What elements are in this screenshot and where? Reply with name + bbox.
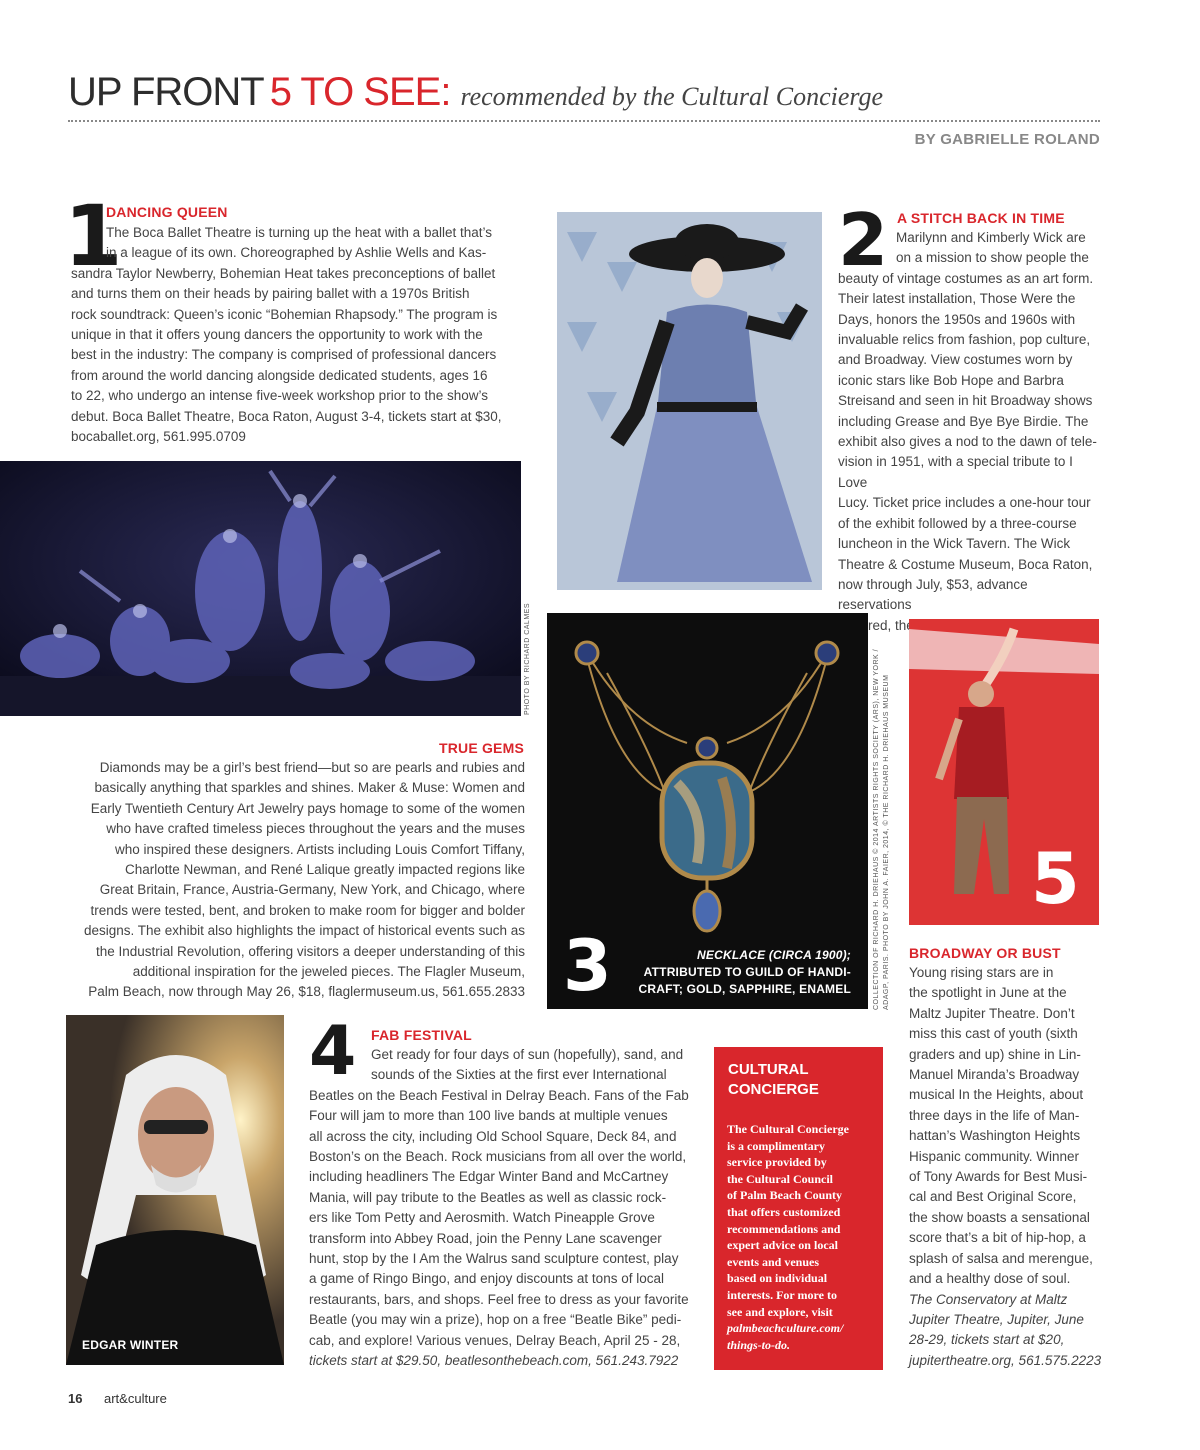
item1-line: unique in that it offers young dancers the opportunity to work with the [71,327,483,343]
item4-line: hunt, stop by the I Am the Walrus sand sculpture contest, play [309,1251,679,1267]
concierge-line: see and explore, visit [727,1304,833,1319]
item5-line: Hispanic community. Winner [909,1148,1080,1164]
item5-line: the spotlight in June at the [909,985,1067,1001]
item4-line: transform into Abbey Road, join the Penny Lane scavenger [309,1230,662,1246]
item5-line: the show boasts a sensational [909,1209,1090,1225]
concierge-line: based on individual [727,1271,828,1286]
item5-line: Manuel Miranda’s Broadway [909,1067,1080,1083]
item2-line: luncheon in the Wick Tavern. The Wick [838,536,1071,552]
item3-line: Great Britain, France, Austria-Germany, New York, and Chicago, where [99,882,525,898]
item5-body [909,963,1109,1371]
item2-line: and Broadway. View costumes worn by [838,352,1073,368]
item3-line: designs. The exhibit also highlights the impact of historical events such as [84,923,525,939]
necklace-photo [547,613,868,1009]
item5-line: musical In the Heights, about [909,1087,1084,1103]
concierge-title-line: CULTURAL [728,1061,809,1078]
concierge-link[interactable]: palmbeachculture.com/ [727,1321,844,1336]
item1-line: from around the world dancing alongside dedicated students, ages 16 [71,367,488,383]
item2-line: of the exhibit followed by a three-course [838,515,1077,531]
item1-line: sandra Taylor Newberry, Bohemian Heat takes preconceptions of ballet [71,265,496,281]
concierge-link[interactable]: things-to-do. [727,1337,791,1352]
item2-line: invaluable relics from fashion, pop culture, [838,332,1091,348]
item5-number: 5 [1031,838,1080,920]
concierge-line: interests. For more to [727,1287,837,1302]
item1-line: to 22, who undergo an intense five-week workshop prior to the show’s [71,388,488,404]
item2-body [838,228,1103,636]
item5-line: graders and up) shine in Lin- [909,1046,1081,1062]
item1-line: in a league of its own. Choreographed by Ashlie Wells and Kas- [106,245,487,261]
item2-number: 2 [838,198,889,282]
item4-title: FAB FESTIVAL [371,1027,472,1043]
item5-line: The Conservatory at Maltz [909,1291,1068,1307]
item4-line: Boston’s on the Beach. Rock musicians from all over the world, [309,1149,687,1165]
byline: BY GABRIELLE ROLAND [914,131,1100,148]
dance-photo-credit: PHOTO BY RICHARD CALMES [524,603,531,715]
item2-line: now through July, $53, advance reservations [838,576,1028,613]
item3-line: who have crafted timeless pieces throughout the years and the muses [106,821,525,837]
necklace-credit-1: COLLECTION OF RICHARD H. DRIEHAUS © 2014 ARTISTS RIGHTS SOCIETY (ARS), NEW YORK / [873,648,880,1010]
item1-line: rock soundtrack: Queen’s iconic “Bohemian Rhapsody.” The program is [71,306,498,322]
header-up-front: UP FRONT [68,70,264,114]
necklace-caption [639,947,851,998]
item1-line: bocaballet.org, 561.995.0709 [71,429,246,445]
necklace-caption-line: ATTRIBUTED TO GUILD OF HANDI- [643,965,851,979]
item4-line: Get ready for four days of sun (hopefully), sand, and [371,1047,684,1062]
concierge-line: The Cultural Concierge [727,1122,849,1136]
header-divider [68,120,1100,122]
item3-line: additional inspiration for the jeweled pieces. The Flagler Museum, [132,964,525,980]
item4-line: including headliners The Edgar Winter Band and McCartney [309,1169,669,1185]
concierge-title-line: CONCIERGE [728,1081,819,1098]
item3-line: basically anything that sparkles and shines. Maker & Muse: Women and [94,780,525,796]
item1-title: DANCING QUEEN [106,204,228,220]
item4-line: Beatles on the Beach Festival in Delray Beach. Fans of the Fab [309,1087,689,1103]
item4-body [309,1045,699,1372]
cultural-concierge-box [714,1047,883,1370]
item3-title: TRUE GEMS [438,740,524,756]
necklace-credit-2: ADAGP, PARIS. PHOTO BY JOHN A. FAIER, 2014, © THE RICHARD H. DRIEHAUS MUSEUM [883,674,890,1010]
header-five-to-see: 5 TO SEE: [269,70,451,114]
item5-line: score that’s a bit of hip-hop, a [909,1230,1086,1246]
item2-line: Theatre & Costume Museum, Boca Raton, [838,556,1093,572]
item5-line: of Tony Awards for Best Musi- [909,1169,1088,1185]
item2-line: Marilynn and Kimberly Wick are [896,230,1086,245]
item2-line: including Grease and Bye Bye Birdie. The [838,413,1089,429]
item3-line: the Industrial Revolution, offering visitors a deeper understanding of this [95,943,525,959]
item4-line: Four will jam to more than 100 live bands at multiple venues [309,1108,668,1124]
item5-line: cal and Best Original Score, [909,1189,1077,1205]
footer-section: art&culture [104,1391,167,1406]
concierge-line: expert advice on local [727,1238,838,1253]
concierge-line: service provided by [727,1155,827,1170]
item5-line: miss this cast of youth (sixth [909,1026,1078,1042]
concierge-title [728,1060,819,1100]
item4-line: all across the city, including Old School Square, Deck 84, and [309,1128,677,1144]
item2-line: Streisand and seen in hit Broadway shows [838,393,1093,409]
item3-body [60,758,525,1003]
item5-line: three days in the life of Man- [909,1107,1080,1123]
concierge-line: recommendations and [727,1221,841,1236]
item4-line: a game of Ringo Bingo, and enjoy discounts at tons of local [309,1271,664,1287]
item5-line: jupitertheatre.org, 561.575.2223 [909,1352,1102,1368]
item2-line: Their latest installation, Those Were the [838,291,1076,307]
concierge-line: events and venues [727,1254,820,1269]
item2-line: Days, honors the 1950s and 1960s with [838,311,1076,327]
item3-line: Diamonds may be a girl’s best friend—but so are pearls and rubies and [99,760,525,775]
edgar-winter-caption: EDGAR WINTER [82,1338,179,1352]
page-header [68,70,883,115]
item4-line: restaurants, bars, and shops. Feel free to dress as your favorite [309,1291,689,1307]
item3-line: Palm Beach, now through May 26, $18, flaglermuseum.us, 561.655.2833 [88,984,525,1000]
page-number: 16 [68,1391,83,1406]
concierge-line: of Palm Beach County [727,1188,842,1203]
item1-body [71,223,526,447]
dance-photo [0,461,521,716]
item5-line: Maltz Jupiter Theatre. Don’t [909,1005,1075,1021]
necklace-caption-line: NECKLACE (CIRCA 1900); [697,948,851,962]
item4-line: cab, and explore! Various venues, Delray Beach, April 25 - 28, [309,1332,681,1348]
edgar-winter-photo [66,1015,284,1365]
item1-line: best in the industry: The company is comprised of professional dancers [71,347,497,363]
item5-line: Young rising stars are in [909,965,1054,980]
item3-line: Early Twentieth Century Art Jewelry pays homage to some of the women [90,800,525,816]
concierge-line: the Cultural Council [727,1171,834,1186]
item4-line: ers like Tom Petty and Aerosmith. Watch Pineapple Grove [309,1210,655,1226]
concierge-line: that offers customized [727,1204,841,1219]
item5-line: hattan’s Washington Heights [909,1128,1081,1144]
item2-line: Lucy. Ticket price includes a one-hour tour [838,495,1091,511]
item1-number: 1 [64,187,123,285]
item5-line: splash of salsa and merengue, [909,1250,1093,1266]
item5-line: 28-29, tickets start at $20, [909,1332,1065,1348]
item4-line: tickets start at $29.50, beatlesonthebeach.com, 561.243.7922 [309,1353,679,1369]
item2-line: on a mission to show people the [896,250,1089,266]
concierge-body [727,1121,849,1353]
item3-line: trends were tested, bent, and broken to make room for bigger and bolder [90,902,525,918]
item1-line: debut. Boca Ballet Theatre, Boca Raton, August 3-4, tickets start at $30, [71,408,502,424]
header-subtitle: recommended by the Cultural Concierge [460,82,884,111]
item5-line: and a healthy dose of soul. [909,1271,1071,1287]
item1-line: and turns them on their heads by pairing ballet with a 1970s British [71,286,470,302]
item1-line: The Boca Ballet Theatre is turning up the heat with a ballet that’s [106,225,492,240]
item4-line: Mania, will pay tribute to the Beatles as well as classic rock- [309,1189,667,1205]
item3-line: Charlotte Newman, and René Lalique greatly impacted regions like [125,862,525,878]
item4-line: sounds of the Sixties at the first ever International [371,1067,667,1083]
item4-line: Beatle (you may win a prize), hop on a free “Beatle Bike” pedi- [309,1312,682,1328]
item4-number: 4 [309,1012,357,1091]
vintage-dress-photo [557,212,822,590]
item3-number: 3 [563,925,612,1007]
item5-line: Jupiter Theatre, Jupiter, June [909,1311,1084,1327]
item2-line: exhibit also gives a nod to the dawn of tele- [838,434,1097,450]
item2-line: iconic stars like Bob Hope and Barbra [838,372,1064,388]
item3-line: who inspired these designers. Artists including Louis Comfort Tiffany, [115,841,525,857]
necklace-caption-line: CRAFT; GOLD, SAPPHIRE, ENAMEL [638,982,851,996]
item2-line: beauty of vintage costumes as an art form. [838,270,1094,286]
item2-line: vision in 1951, with a special tribute to I Love [838,454,1073,490]
item2-title: A STITCH BACK IN TIME [897,210,1065,226]
concierge-line: is a complimentary [727,1138,825,1153]
broadway-photo [909,619,1099,925]
item5-title: BROADWAY OR BUST [909,945,1061,961]
